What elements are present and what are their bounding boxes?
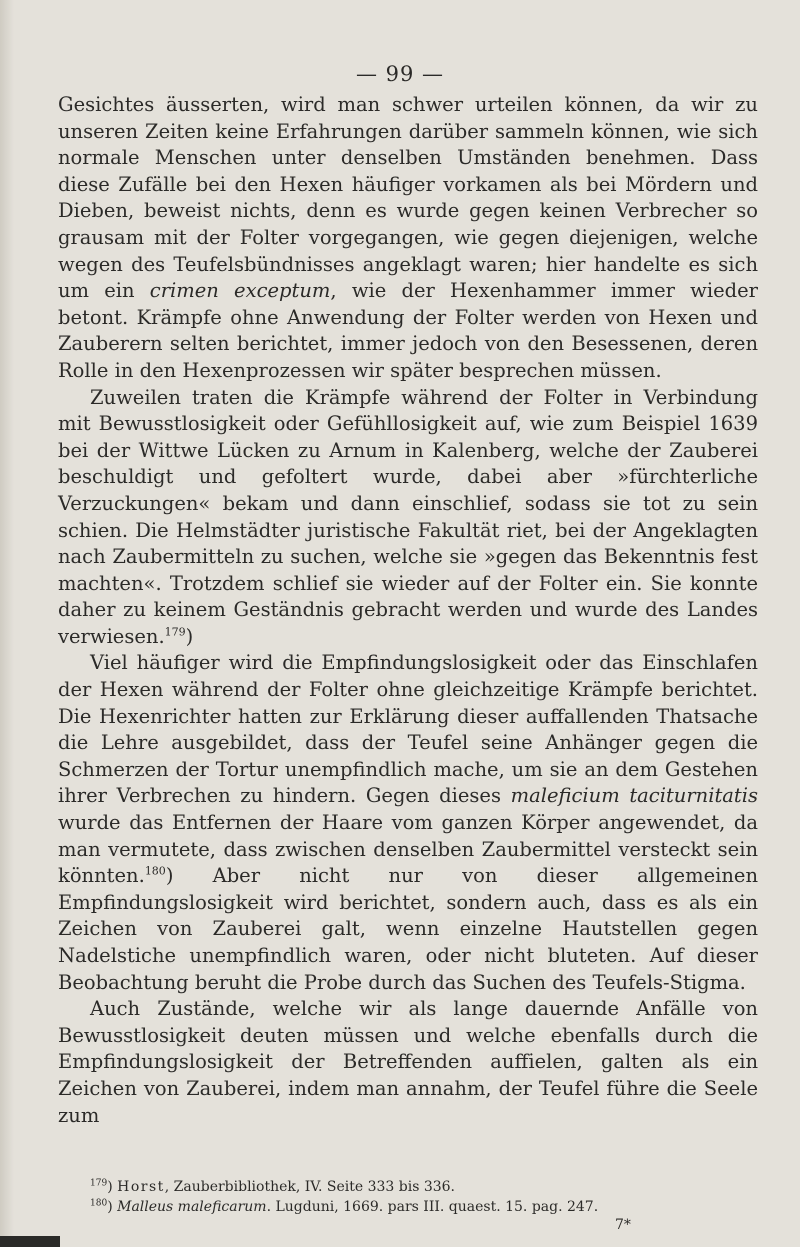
paragraph-4: Auch Zustände, welche wir als lange dauernde Anfälle von Bewusstlosigkeit deuten müssen und welche ebenfalls durch die Empfindungslosigkeit der Betreffenden auffielen, galten als ein Zeichen von Zauberei, indem man annahm, der Teufel führe die Seele zum: [58, 997, 758, 1127]
footnote-ref-180[interactable]: 180: [144, 864, 166, 878]
paragraph-2: Zuweilen traten die Krämpfe während der Folter in Verbindung mit Bewusstlosigkeit oder Gefühllosigkeit auf, wie zum Beispiel 1639 bei der Wittwe Lücken zu Arnum in Kalenberg, welche der Zauberei beschuldigt und gefoltert wurde, dabei aber »fürchterliche Verzuckungen« bekam und dann einschlief, sodass sie tot zu sein schien. Die Helmstädter juristische Fakultät riet, bei der Angeklagten nach Zaubermitteln zu suchen, welche sie »gegen das Bekenntnis fest machten«. Trotzdem schlief sie wieder auf der Folter ein. Sie konnte daher zu keinem Geständnis gebracht werden und wurde des Landes verwiesen.$^{179}$): [58, 385, 758, 648]
page-edge-shadow: [0, 0, 14, 1247]
footnote-179: $^{179}$) Horst, Zauberbibliothek, IV. Seite 333 bis 336.: [90, 1178, 456, 1195]
footnote-title: Malleus maleficarum: [117, 1199, 267, 1215]
page-number: — 99 —: [355, 62, 445, 86]
paragraph-1: Gesichtes äusserten, wird man schwer urteilen können, da wir zu unseren Zeiten keine Erfahrungen darüber sammeln können, wie sich normale Menschen unter denselben Umständen benehmen. Dass diese Zufälle bei den Hexen häufiger vorkamen als bei Mördern und Dieben, beweist nichts, denn es wurde gegen keinen Verbrecher so grausam mit der Folter vorgegangen, wie gegen diejenigen, welche wegen des Teufelsbündnisses angeklagt waren; hier handelte es sich um ein crimen exceptum, wie der Hexenhammer immer wieder betont. Krämpfe ohne Anwendung der Folter werden von Hexen und Zauberern selten berichtet, immer jedoch von den Besessenen, deren Rolle in den Hexenprozessen wir später besprechen müssen.: [58, 93, 758, 382]
latin-term: maleficium taciturnitatis: [510, 784, 758, 808]
paragraph-3: Viel häufiger wird die Empfindungslosigkeit oder das Einschlafen der Hexen während der Folter ohne gleichzeitige Krämpfe berichtet. Die Hexenrichter hatten zur Erklärung dieser auffallenden Thatsache die Lehre ausgebildet, dass der Teufel seine Anhänger gegen die Schmerzen der Tortur unempfindlich mache, um sie an dem Gestehen ihrer Verbrechen zu hindern. Gegen dieses maleficium taciturnitatis wurde das Entfernen der Haare vom ganzen Körper angewendet, da man vermutete, dass zwischen denselben Zaubermittel versteckt sein könnten.$^{180}$) Aber nicht nur von dieser allgemeinen Empfindungslosigkeit wird berichtet, sondern auch, dass es als ein Zeichen von Zauberei galt, wenn einzelne Hautstellen gegen Nadelstiche unempfindlich waren, oder nicht bluteten. Auf dieser Beobachtung beruht die Probe durch das Suchen des Teufels-Stigma.: [58, 651, 758, 994]
scan-edge-bar: [0, 1236, 60, 1247]
main-text: [58, 92, 758, 1129]
latin-term: crimen exceptum: [149, 279, 331, 303]
footnote-author: Horst: [117, 1179, 165, 1195]
footnote-ref-179[interactable]: 179: [164, 625, 186, 639]
footnote-180: $^{180}$) Malleus maleficarum. Lugduni, 1669. pars III. quaest. 15. pag. 247.: [90, 1198, 599, 1215]
footnotes: [58, 1177, 758, 1217]
signature-mark: 7*: [615, 1217, 631, 1233]
